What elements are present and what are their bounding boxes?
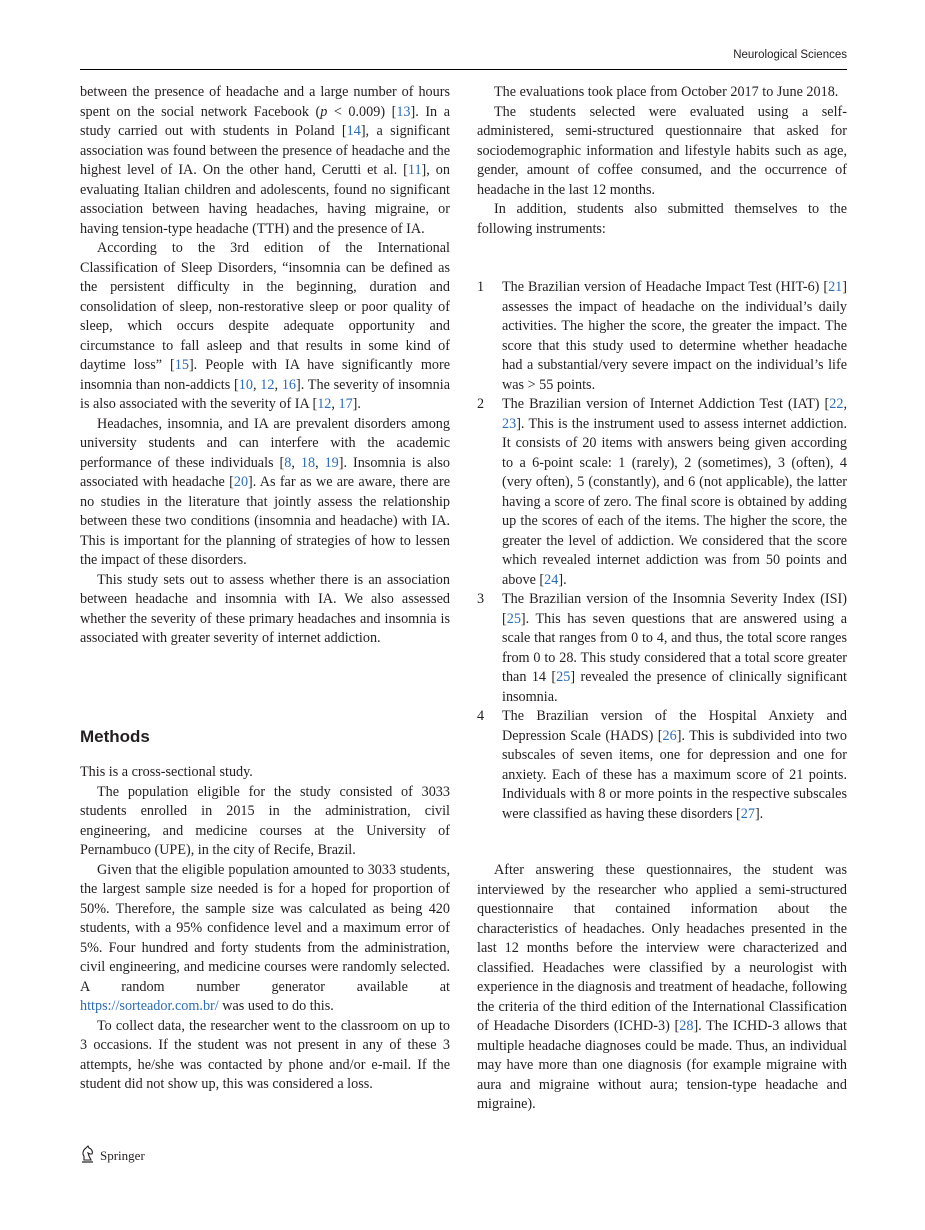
citation-link[interactable]: 13 (396, 103, 411, 120)
paragraph (80, 1017, 450, 1095)
citation-link[interactable]: 22 (829, 396, 844, 412)
text-run: ]. (352, 396, 361, 412)
citation-link[interactable]: 12 (260, 376, 275, 393)
instrument-list (477, 278, 847, 824)
text-run: The Brazilian version of Headache Impact Test (HIT-6) [ (502, 279, 829, 295)
header-rule (80, 69, 847, 70)
citation-link[interactable]: 27 (740, 805, 755, 822)
paragraph (80, 783, 450, 861)
journal-name: Neurological Sciences (733, 49, 847, 61)
text-run: This is a cross-sectional study. (80, 764, 253, 780)
italic-symbol: p (320, 103, 328, 120)
right-column-top (477, 83, 847, 239)
list-number: 2 (477, 396, 485, 412)
text-run: , (315, 454, 325, 471)
paragraph (80, 861, 450, 1017)
text-run: The students selected were evaluated using a self-administered, semi-structured questionnaire that asked for sociodemographic information and lifestyle habits such as age, gender, amount of coffee consumed, and the occurrence of headache in the last 12 months. (477, 103, 847, 198)
paragraph (477, 103, 847, 201)
publisher-name: Springer (100, 1148, 145, 1163)
text-run: < 0.009) [ (327, 103, 397, 120)
citation-link[interactable]: 8 (284, 454, 292, 471)
citation-link[interactable]: 15 (174, 357, 189, 373)
paragraph (80, 415, 450, 571)
citation-link[interactable]: 20 (233, 474, 249, 490)
list-text (502, 278, 847, 395)
paragraph (80, 239, 450, 415)
text-run: , (252, 376, 261, 393)
citation-link[interactable]: 24 (544, 571, 559, 588)
text-run: , (291, 454, 301, 471)
citation-link[interactable]: 14 (346, 123, 361, 139)
text-run: , (843, 396, 847, 412)
citation-link[interactable]: 17 (338, 396, 353, 412)
text-run: ] revealed the presence of clinically significant insomnia. (502, 669, 847, 705)
text-run: ]. This is subdivided into two subscales of seven items, one for depression and one for anxiety. Each of these has a maximum score of 21 points. Individuals with 8 or more points in the respective subscales were classified as having these disorders [ (502, 727, 847, 822)
citation-link[interactable]: 25 (556, 669, 571, 685)
text-run: ]. (754, 805, 764, 822)
text-run: The Brazilian version of the Insomnia Severity Index (ISI) [ (502, 591, 847, 627)
section-heading-methods: Methods (80, 727, 150, 746)
list-number: 3 (477, 591, 485, 607)
paragraph (477, 200, 847, 239)
text-run: ]. People with IA have significantly more insomnia than non-addicts [ (80, 357, 450, 393)
paragraph (477, 83, 847, 103)
citation-link[interactable]: 23 (502, 415, 517, 432)
springer-logo-icon (80, 1145, 96, 1167)
paragraph (80, 83, 450, 239)
text-run: , (274, 376, 282, 393)
list-number: 4 (477, 708, 485, 724)
list-text (502, 707, 847, 824)
text-run: Given that the eligible population amounted to 3033 students, the largest sample size needed is for a hoped for proportion of 50%. Therefore, the sample size was calculated as being 420 students, with a 95% confidence level and a maximum error of 5%. Four hundred and forty students from the administration, civil engineering, and medicine courses were randomly selected. A random number generator available at (80, 861, 450, 995)
text-run: The evaluations took place from October 2017 to June 2018. (494, 84, 839, 100)
text-run: ]. The severity of insomnia is also associated with the severity of IA [ (80, 376, 450, 412)
list-item (477, 707, 847, 824)
text-run: The Brazilian version of Internet Addiction Test (IAT) [ (502, 396, 830, 412)
text-run: ] assesses the impact of headache on the individual’s daily activities. The higher the score, the greater the impact. The score that this study used to determine whether headache had a substantial/very severe impact on the individual’s life was > 55 points. (502, 279, 847, 393)
text-run: The population eligible for the study consisted of 3033 students enrolled in 2015 in the administration, civil engineering, and medicine courses at the University of Pernambuco (UPE), in the city of Recife, Brazil. (80, 783, 450, 858)
paragraph (80, 571, 450, 649)
text-run: Headaches, insomnia, and IA are prevalent disorders among university students and can interfere with the academic performance of these individuals [ (80, 415, 450, 471)
text-run: , (331, 396, 339, 412)
url-link[interactable]: https://sorteador.com.br/ (80, 998, 219, 1014)
text-run: between the presence of headache and a large number of hours spent on the social network Facebook ( (80, 84, 450, 120)
text-run: To collect data, the researcher went to the classroom on up to 3 occasions. If the student was not present in any of these 3 attempts, he/she was contacted by phone and/or e-mail. If the student did not show up, this was considered a loss. (80, 1017, 450, 1092)
paragraph (477, 861, 847, 1115)
text-run: The Brazilian version of the Hospital Anxiety and Depression Scale (HADS) [ (502, 708, 847, 744)
citation-link[interactable]: 16 (281, 376, 296, 393)
text-run: ]. As far as we are aware, there are no studies in the literature that jointly assess the relationship between these two conditions (insomnia and headache) with IA. This is important for the planning of strategies of how to lessen the impact of these disorders. (80, 474, 450, 568)
left-column-intro (80, 83, 450, 649)
citation-link[interactable]: 11 (407, 162, 422, 178)
text-run: ]. The ICHD-3 allows that multiple headache diagnoses could be made. Thus, an individual may have more than one diagnosis (for example migraine with aura and migraine without aura; tension-type headache and migraine). (477, 1018, 847, 1112)
paragraph (80, 763, 450, 783)
list-text (502, 395, 847, 590)
text-run: After answering these questionnaires, the student was interviewed by the researcher who applied a semi-structured questionnaire that contained information about the characteristics of headaches. Only headaches presented in the last 12 months before the interview were characterized and classified. Headaches were classified by a neurologist with experience in the diagnosis and treatment of headache, following the criteria of the third edition of the International Classification of Headache Disorders (ICHD-3) [ (477, 862, 847, 1034)
list-text (502, 590, 847, 707)
text-run: ]. (558, 571, 567, 588)
text-run: ]. Insomnia is also associated with headache [ (80, 454, 451, 490)
text-run: ]. In a study carried out with students in Poland [ (80, 103, 450, 139)
text-run: ]. This is the instrument used to assess internet addiction. It consists of 20 items with answers being given according to a 6-point scale: 1 (rarely), 2 (sometimes), 3 (often), 4 (very often), 5 (constantly), and 6 (not applicable), the latter having a score of zero. The final score is obtained by adding up the scores of each of the items. The higher the score, the greater the level of addiction. We considered that the score which revealed internet addiction was from 50 points and above [ (502, 415, 847, 588)
text-run: ], a significant association was found between the presence of headache and the highest level of IA. On the other hand, Cerutti et al. [ (80, 123, 450, 178)
text-run: In addition, students also submitted themselves to the following instruments: (477, 201, 847, 237)
text-run: ]. This has seven questions that are answered using a scale that ranges from 0 to 4, and thus, the total score ranges from 0 to 28. This study considered that a total score greater than 14 [ (502, 610, 847, 685)
citation-link[interactable]: 12 (317, 396, 332, 412)
list-item (477, 395, 847, 590)
list-number: 1 (477, 279, 485, 295)
citation-link[interactable]: 18 (300, 454, 316, 471)
text-run: This study sets out to assess whether there is an association between headache and insomnia with IA. We also assessed whether the severity of these primary headaches and insomnia is associated with greater severity of internet addiction. (80, 571, 450, 646)
right-column-after (477, 861, 847, 1115)
text-run: According to the 3rd edition of the International Classification of Sleep Disorders, “insomnia can be defined as the persistent difficulty in the beginning, duration and consolidation of sleep, non-restorative sleep or poor quality of sleep, which occurs despite adequate opportunity and circumstance to fall asleep and that results in some kind of daytime loss” [ (80, 240, 450, 373)
list-item (477, 590, 847, 707)
left-column-methods (80, 763, 450, 1095)
citation-link[interactable]: 28 (679, 1018, 694, 1034)
citation-link[interactable]: 19 (324, 454, 339, 471)
text-run: was used to do this. (218, 998, 334, 1014)
citation-link[interactable]: 26 (662, 727, 677, 744)
citation-link[interactable]: 25 (506, 610, 521, 627)
text-run: ], on evaluating Italian children and adolescents, found no significant association between having headaches, having migraine, or having tension-type headache (TTH) and the presence of IA. (80, 162, 450, 237)
footer (80, 1145, 145, 1167)
citation-link[interactable]: 21 (828, 279, 843, 295)
citation-link[interactable]: 10 (238, 376, 253, 393)
list-item (477, 278, 847, 395)
